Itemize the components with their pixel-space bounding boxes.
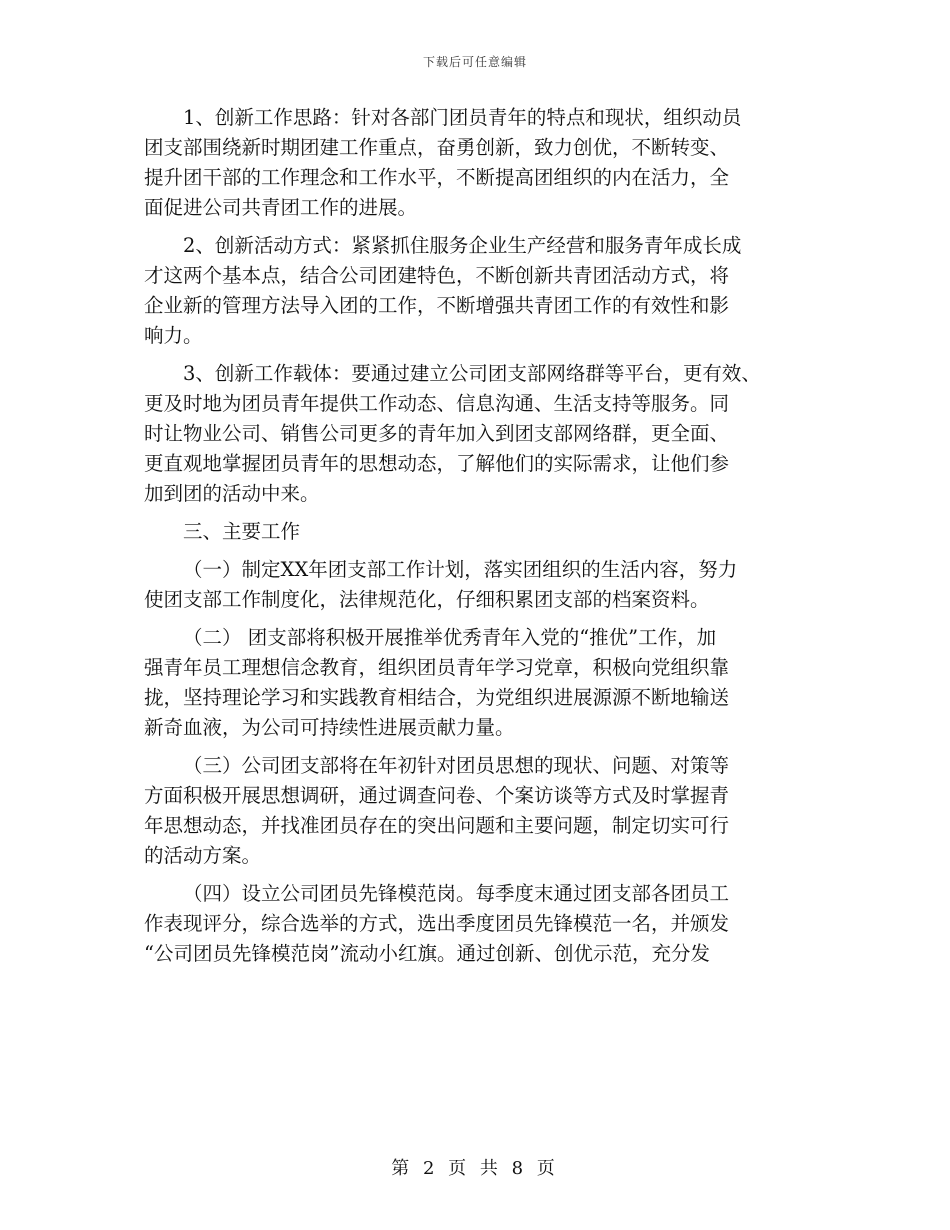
text-line: 方面积极开展思想调研，通过调查问卷、个案访谈等方式及时掌握青 (144, 784, 730, 807)
text-line: （三）公司团支部将在年初针对团员思想的现状、问题、对策等 (183, 754, 730, 777)
text-line: 强青年员工理想信念教育，组织团员青年学习党章，积极向党组织靠 (144, 656, 730, 679)
text-line: 更直观地掌握团员青年的思想动态，了解他们的实际需求，让他们参 (144, 452, 730, 475)
text-line: 新奇血液，为公司可持续性进展贡献力量。 (144, 716, 515, 739)
text-line: （四）设立公司团员先锋模范岗。每季度末通过团支部各团员工 (183, 882, 730, 905)
page-header-note: 下载后可任意编辑 (422, 55, 527, 69)
text-line: 加到团的活动中来。 (144, 482, 320, 505)
text-line: 才这两个基本点，结合公司团建特色，不断创新共青团活动方式，将 (144, 264, 730, 287)
text-line: 团支部围绕新时期团建工作重点，奋勇创新，致力创优，不断转变、 (144, 136, 730, 159)
text-line: 2、创新活动方式：紧紧抓住服务企业生产经营和服务青年成长成 (183, 234, 742, 257)
text-line: 更及时地为团员青年提供工作动态、信息沟通、生活支持等服务。同 (144, 392, 730, 415)
paragraph (144, 359, 824, 509)
text-line: 年思想动态，并找准团员存在的突出问题和主要问题，制定切实可行 (144, 814, 730, 837)
text-line: （一）制定XX年团支部工作计划，落实团组织的生活内容，努力 (183, 558, 738, 581)
section-heading-text: 三、主要工作 (183, 520, 301, 543)
text-line: 拢，坚持理论学习和实践教育相结合，为党组织进展源源不断地输送 (144, 686, 730, 709)
text-line: 提升团干部的工作理念和工作水平，不断提高团组织的内在活力，全 (144, 166, 730, 189)
paragraph (144, 879, 824, 969)
paragraph (144, 555, 824, 615)
text-line: 企业新的管理方法导入团的工作，不断增强共青团工作的有效性和影 (144, 294, 730, 317)
text-line: 使团支部工作制度化，法律规范化，仔细积累团支部的档案资料。 (144, 588, 710, 611)
document-body (144, 103, 824, 969)
paragraph (144, 751, 824, 871)
text-line: “公司团员先锋模范岗”流动小红旗。通过创新、创优示范，充分发 (144, 942, 710, 965)
text-line: 响力。 (144, 324, 203, 347)
text-line: （二） 团支部将积极开展推举优秀青年入党的“推优”工作，加 (183, 626, 717, 649)
text-line: 作表现评分，综合选举的方式，选出季度团员先锋模范一名，并颁发 (144, 912, 730, 935)
text-line: 时让物业公司、销售公司更多的青年加入到团支部网络群，更全面、 (144, 422, 730, 445)
paragraph (144, 623, 824, 743)
paragraph (144, 231, 824, 351)
paragraph (144, 103, 824, 223)
text-line: 3、创新工作载体：要通过建立公司团支部网络群等平台，更有效、 (183, 362, 761, 385)
section-heading (144, 517, 824, 547)
text-line: 面促进公司共青团工作的进展。 (144, 196, 418, 219)
text-line: 的活动方案。 (144, 844, 262, 867)
text-line: 1、创新工作思路：针对各部门团员青年的特点和现状，组织动员 (183, 106, 742, 129)
page-number-footer: 第 2 页 共 8 页 (391, 1158, 559, 1179)
